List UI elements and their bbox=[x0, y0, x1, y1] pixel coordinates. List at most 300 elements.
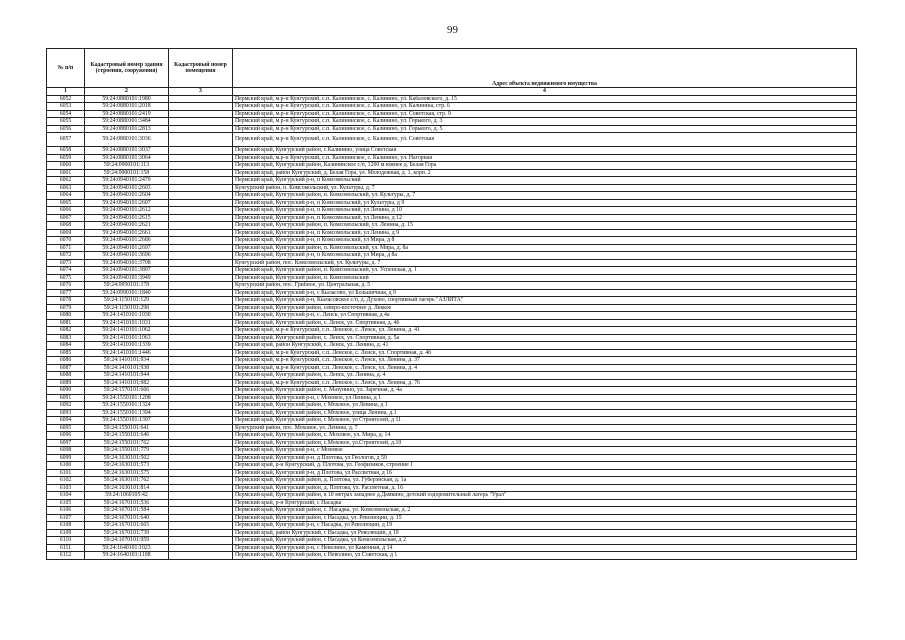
row-number: 6058 bbox=[47, 147, 85, 155]
address: Пермский край, Кунгурский р-н, п Комсомольский, ул Ленина, д 12 bbox=[233, 214, 857, 222]
premises-number bbox=[169, 327, 233, 335]
table-row bbox=[47, 199, 857, 207]
cadastral-number: 59:24:1550101:1208 bbox=[85, 394, 169, 402]
cadastral-number: 59:24:0950101:178 bbox=[85, 282, 169, 290]
table-row bbox=[47, 244, 857, 252]
row-number: 6056 bbox=[47, 125, 85, 133]
premises-number bbox=[169, 110, 233, 118]
cadastral-number: 59:24:0880101:3037 bbox=[85, 147, 169, 155]
table-row bbox=[47, 469, 857, 477]
cadastral-number: 59:24:1630101:573 bbox=[85, 462, 169, 470]
row-number: 6096 bbox=[47, 432, 85, 440]
premises-number bbox=[169, 259, 233, 267]
cadastral-number: 59:24:0940101:2603 bbox=[85, 184, 169, 192]
table-row bbox=[47, 387, 857, 395]
premises-number bbox=[169, 162, 233, 170]
premises-number bbox=[169, 469, 233, 477]
address: Пермский край, м.р-н Кунгурский, с.п. Калининское, с. Калинино, ул. Нагорная bbox=[233, 154, 857, 162]
row-number: 6094 bbox=[47, 417, 85, 425]
address: Пермский край, Кунгурский район, с. Ленск, ул. Спортивная, д. 5а bbox=[233, 334, 857, 342]
row-number: 6110 bbox=[47, 537, 85, 545]
premises-number bbox=[169, 379, 233, 387]
address: Пермский край, Кунгурский район, п. Комсомольский bbox=[233, 274, 857, 282]
row-number: 6090 bbox=[47, 387, 85, 395]
address: Пермский край, Кунгурский р-н, с Неволино, ул Каменная, д 14 bbox=[233, 544, 857, 552]
header-address: Адрес объекта недвижимого имущества bbox=[233, 49, 857, 88]
premises-number bbox=[169, 199, 233, 207]
premises-number bbox=[169, 229, 233, 237]
cadastral-number: 59:24:1630101:814 bbox=[85, 484, 169, 492]
row-number: 6093 bbox=[47, 409, 85, 417]
premises-number bbox=[169, 357, 233, 365]
cadastral-number: 59:24:0880101:2813 bbox=[85, 125, 169, 133]
row-number: 6061 bbox=[47, 169, 85, 177]
address: Пермский край, Кунгурский район, д. Плотова, ул. Рассветная, д. 16 bbox=[233, 484, 857, 492]
table-row bbox=[47, 147, 857, 155]
table-row bbox=[47, 214, 857, 222]
address: Пермский край, Кунгурский район, с Моховое, ул Строителей, д 11 bbox=[233, 417, 857, 425]
table-row bbox=[47, 499, 857, 507]
address: Пермский край, Кунгурский р-н, с. Ленск, ул Спортивная, д 4а bbox=[233, 312, 857, 320]
row-number: 6077 bbox=[47, 289, 85, 297]
table-row bbox=[47, 274, 857, 282]
premises-number bbox=[169, 402, 233, 410]
table-row bbox=[47, 222, 857, 230]
row-number: 6057 bbox=[47, 133, 85, 147]
cadastral-number: 59:24:1410101:1030 bbox=[85, 312, 169, 320]
address: Кунгурский район, пос. Моховое, ул. Ленина, д. 7 bbox=[233, 424, 857, 432]
cadastral-number: 59:24:1670101:640 bbox=[85, 514, 169, 522]
table-row bbox=[47, 477, 857, 485]
table-row bbox=[47, 95, 857, 103]
table-row bbox=[47, 162, 857, 170]
premises-number bbox=[169, 522, 233, 530]
address: Кунгурский район, пос. Грибное, ул. Центральная, д. 5 bbox=[233, 282, 857, 290]
row-number: 6107 bbox=[47, 514, 85, 522]
row-number: 6075 bbox=[47, 274, 85, 282]
row-number: 6078 bbox=[47, 297, 85, 305]
table-row bbox=[47, 154, 857, 162]
cadastral-number: 59:24:0990101:1840 bbox=[85, 289, 169, 297]
table-row bbox=[47, 110, 857, 118]
premises-number bbox=[169, 252, 233, 260]
row-number: 6068 bbox=[47, 222, 85, 230]
cadastral-number: 59:24:1670101:739 bbox=[85, 529, 169, 537]
premises-number bbox=[169, 514, 233, 522]
row-number: 6086 bbox=[47, 357, 85, 365]
table-row bbox=[47, 379, 857, 387]
cadastral-number: 59:24:0940101:2479 bbox=[85, 177, 169, 185]
row-number: 6080 bbox=[47, 312, 85, 320]
premises-number bbox=[169, 529, 233, 537]
cadastral-number: 59:24:1630101:575 bbox=[85, 469, 169, 477]
address: Пермский край, м.р-н Кунгурский, с.п. Калининское, с. Калинино, ул. Калинина, стр. 6 bbox=[233, 103, 857, 111]
row-number: 6082 bbox=[47, 327, 85, 335]
premises-number bbox=[169, 289, 233, 297]
address: Пермский край, м.р-н Кунгурский, с.п. Ленское, с. Ленск, ул. Ленина, д. 41 bbox=[233, 327, 857, 335]
premises-number bbox=[169, 304, 233, 312]
row-number: 6073 bbox=[47, 259, 85, 267]
premises-number bbox=[169, 342, 233, 350]
cadastral-number: 59:24:1060105:42 bbox=[85, 492, 169, 500]
table-row bbox=[47, 312, 857, 320]
address: Пермский край, Кунгурский район, с.Моховое, ул.Строителей, д.10 bbox=[233, 439, 857, 447]
premises-number bbox=[169, 349, 233, 357]
table-row bbox=[47, 133, 857, 147]
cadastral-number: 59:24:0880101:2419 bbox=[85, 110, 169, 118]
row-number: 6067 bbox=[47, 214, 85, 222]
address: Пермский край, Кунгурский р-н, с Кыласово, ул Большичная, д 9 bbox=[233, 289, 857, 297]
cadastral-number: 59:24:1670101:665 bbox=[85, 522, 169, 530]
row-number: 6109 bbox=[47, 529, 85, 537]
cadastral-number: 59:24:1410101:938 bbox=[85, 364, 169, 372]
cadastral-number: 59:24:1550101:641 bbox=[85, 424, 169, 432]
premises-number bbox=[169, 544, 233, 552]
table-body bbox=[47, 95, 857, 559]
address: Пермский край, м.р-н Кунгурский, с.п. Ленское, с. Ленск, ул. Ленина, д. 76 bbox=[233, 379, 857, 387]
cadastral-number: 59:24:1550101:1397 bbox=[85, 417, 169, 425]
row-number: 6104 bbox=[47, 492, 85, 500]
page-number: 99 bbox=[447, 24, 458, 36]
address: Пермский край, м.р-н Кунгурский, с.п. Ленское, с. Ленск, ул. Ленина, д. 4 bbox=[233, 364, 857, 372]
table-row bbox=[47, 297, 857, 305]
column-number: 4 bbox=[233, 88, 857, 96]
table-row bbox=[47, 259, 857, 267]
address: Пермский край, Кунгурский район, с Моховое, ул Ленина, д 1 bbox=[233, 402, 857, 410]
address: Пермский край, Кунгурский район, в 10 метрах западнее д.Дамкино, детский оздоровительный лагерь "Урал" bbox=[233, 492, 857, 500]
table-row bbox=[47, 522, 857, 530]
table-row bbox=[47, 289, 857, 297]
address: Пермский край, м.р-н Кунгурский, с.п. Ленское, с. Ленск, ул. Ленина, д. 37 bbox=[233, 357, 857, 365]
address: Пермский край, Кунгурский район, с. Мазунино, ул. Заречная, д. 4а bbox=[233, 387, 857, 395]
address: Пермский край, район Кунгурский, д. Белая Гора, ул. Молодежная, д. 1, корп. 2 bbox=[233, 169, 857, 177]
premises-number bbox=[169, 312, 233, 320]
row-number: 6097 bbox=[47, 439, 85, 447]
table-row bbox=[47, 439, 857, 447]
address: Пермский край, м.р-н Кунгурский, с.п. Калининское, с. Калинино, ул. Горького, д. 3 bbox=[233, 118, 857, 126]
premises-number bbox=[169, 103, 233, 111]
row-number: 6070 bbox=[47, 237, 85, 245]
row-number: 6055 bbox=[47, 118, 85, 126]
table-row bbox=[47, 125, 857, 133]
row-number: 6059 bbox=[47, 154, 85, 162]
address: Пермский край, Кунгурский р-н, с Насадка, ул Революции, д 19 bbox=[233, 522, 857, 530]
address: Пермский край, м.р-н Кунгурский, с.п. Калининское, с. Калинино, ул. Горького, д. 5 bbox=[233, 125, 857, 133]
premises-number bbox=[169, 432, 233, 440]
table-row bbox=[47, 267, 857, 275]
table-row bbox=[47, 237, 857, 245]
address: Пермский край, Кунгурский р-н, д Плотова, ул Рассветная, д 16 bbox=[233, 469, 857, 477]
address: Пермский край, Кунгурский р-н, п Комсомольский, ул Ленина, д 10 bbox=[233, 207, 857, 215]
row-number: 6062 bbox=[47, 177, 85, 185]
table-row bbox=[47, 282, 857, 290]
row-number: 6083 bbox=[47, 334, 85, 342]
row-number: 6098 bbox=[47, 447, 85, 455]
cadastral-number: 59:24:0940101:2621 bbox=[85, 222, 169, 230]
row-number: 6103 bbox=[47, 484, 85, 492]
row-number: 6074 bbox=[47, 267, 85, 275]
cadastral-number: 59:24:0940101:2697 bbox=[85, 244, 169, 252]
row-number: 6106 bbox=[47, 507, 85, 515]
premises-number bbox=[169, 147, 233, 155]
row-number: 6091 bbox=[47, 394, 85, 402]
cadastral-number: 59:24:1550101:779 bbox=[85, 447, 169, 455]
column-number-row bbox=[47, 88, 857, 96]
cadastral-number: 59:24:1550101:1324 bbox=[85, 402, 169, 410]
premises-number bbox=[169, 184, 233, 192]
cadastral-number: 59:24:0940101:2686 bbox=[85, 237, 169, 245]
address: Пермский край, Кунгурский район, с Насадка, ул. Революции, д. 15 bbox=[233, 514, 857, 522]
address: Пермский край, м.р-н Кунгурский, с.п. Калининское, с. Калинино, ул. Кабаловского, д. 15 bbox=[233, 95, 857, 103]
cadastral-number: 59:24:1640101:1023 bbox=[85, 544, 169, 552]
table-row bbox=[47, 207, 857, 215]
table-row bbox=[47, 342, 857, 350]
cadastral-number: 59:24:1410101:1062 bbox=[85, 327, 169, 335]
address: Пермский край, Кунгурский район, п. Комсомольский, ул. Культуры, д. 7 bbox=[233, 192, 857, 200]
cadastral-number: 59:24:1410101:1446 bbox=[85, 349, 169, 357]
premises-number bbox=[169, 169, 233, 177]
row-number: 6089 bbox=[47, 379, 85, 387]
address: Пермский край, Кунгурский район, п. Комсомольский, ул. Мира, д. 8а bbox=[233, 244, 857, 252]
address: Пермский край, м.р-н Кунгурский, с.п. Калининское, с. Калинино, ул. Советская bbox=[233, 133, 857, 147]
premises-number bbox=[169, 424, 233, 432]
table-row bbox=[47, 432, 857, 440]
premises-number bbox=[169, 462, 233, 470]
header-cadastral-building: Кадастровый номер здания (строения, сооружения) bbox=[85, 49, 169, 88]
address: Пермский край, Кунгурский р-н, п Комсомольский, ул Мира, д 8 bbox=[233, 237, 857, 245]
cadastral-number: 59:24:0880101:3036 bbox=[85, 133, 169, 147]
table-row bbox=[47, 492, 857, 500]
table-row bbox=[47, 229, 857, 237]
premises-number bbox=[169, 484, 233, 492]
table-row bbox=[47, 394, 857, 402]
cadastral-number: 59:24:1410101:934 bbox=[85, 357, 169, 365]
cadastral-number: 59:24:0940101:3949 bbox=[85, 274, 169, 282]
row-number: 6092 bbox=[47, 402, 85, 410]
address: Пермский край, р-н Кунгурский, с Насадка bbox=[233, 499, 857, 507]
premises-number bbox=[169, 439, 233, 447]
address: Пермский край, район Кунгурский, с Насадка, ул Революции, д 19 bbox=[233, 529, 857, 537]
cadastral-number: 59:24:1550101:1394 bbox=[85, 409, 169, 417]
cadastral-number: 59:24:0880101:1980 bbox=[85, 95, 169, 103]
cadastral-number: 59:24:1570101:666 bbox=[85, 387, 169, 395]
address: Пермский край, м.р-н Кунгурский, с.п. Калининское, с. Калинино, ул. Советская, стр. 9 bbox=[233, 110, 857, 118]
column-number: 2 bbox=[85, 88, 169, 96]
column-number: 1 bbox=[47, 88, 85, 96]
address: Пермский край, Кунгурский район, северо-восточнее д. Леккое bbox=[233, 304, 857, 312]
premises-number bbox=[169, 507, 233, 515]
address: Пермский край, Кунгурский район, с.Калинино, улица Советская bbox=[233, 147, 857, 155]
premises-number bbox=[169, 409, 233, 417]
table-row bbox=[47, 402, 857, 410]
address: Пермский край, Кунгурский район, с.Моховое, улица Ленина, д.1 bbox=[233, 409, 857, 417]
table-row bbox=[47, 537, 857, 545]
cadastral-number: 59:24:0900101:113 bbox=[85, 162, 169, 170]
table-row bbox=[47, 192, 857, 200]
table-row bbox=[47, 357, 857, 365]
cadastral-number: 59:24:1150101:298 bbox=[85, 304, 169, 312]
cadastral-number: 59:24:0940101:2604 bbox=[85, 192, 169, 200]
table-row bbox=[47, 447, 857, 455]
cadastral-number: 59:24:1410101:982 bbox=[85, 379, 169, 387]
premises-number bbox=[169, 447, 233, 455]
table-row bbox=[47, 103, 857, 111]
premises-number bbox=[169, 222, 233, 230]
cadastral-number: 59:24:0940101:2661 bbox=[85, 229, 169, 237]
address: Пермский край, Кунгурский район, п. Комсомольский, ул. Успенская, д. 1 bbox=[233, 267, 857, 275]
cadastral-number: 59:24:0880101:2018 bbox=[85, 103, 169, 111]
header-num: № п/п bbox=[47, 49, 85, 88]
address: Кунгурский район, пос. Комсомольский, ул. Культуры, д. 7 bbox=[233, 259, 857, 267]
row-number: 6076 bbox=[47, 282, 85, 290]
premises-number bbox=[169, 417, 233, 425]
row-number: 6084 bbox=[47, 342, 85, 350]
premises-number bbox=[169, 477, 233, 485]
row-number: 6065 bbox=[47, 199, 85, 207]
cadastral-number: 59:24:1410101:1063 bbox=[85, 334, 169, 342]
row-number: 6079 bbox=[47, 304, 85, 312]
cadastral-number: 59:24:0940101:3897 bbox=[85, 267, 169, 275]
premises-number bbox=[169, 133, 233, 147]
premises-number bbox=[169, 274, 233, 282]
premises-number bbox=[169, 125, 233, 133]
table-row bbox=[47, 319, 857, 327]
cadastral-number: 59:24:1410101:1031 bbox=[85, 319, 169, 327]
table-row bbox=[47, 349, 857, 357]
table-row bbox=[47, 177, 857, 185]
row-number: 6064 bbox=[47, 192, 85, 200]
table-row bbox=[47, 544, 857, 552]
premises-number bbox=[169, 552, 233, 560]
cadastral-number: 59:24:1670101:536 bbox=[85, 499, 169, 507]
address: Пермский край, Кунгурский район, д. Плотова, ул. Губерэнская, д. 1а bbox=[233, 477, 857, 485]
row-number: 6066 bbox=[47, 207, 85, 215]
row-number: 6054 bbox=[47, 110, 85, 118]
cadastral-number: 59:24:1410101:944 bbox=[85, 372, 169, 380]
table-row bbox=[47, 184, 857, 192]
cadastral-number: 59:24:1550101:762 bbox=[85, 439, 169, 447]
table-row bbox=[47, 529, 857, 537]
row-number: 6072 bbox=[47, 252, 85, 260]
address: Пермский край, р-н Кунгурский, д. Плотова, ул. Геофизиков, строение 1 bbox=[233, 462, 857, 470]
cadastral-number: 59:24:0900101:158 bbox=[85, 169, 169, 177]
table-row bbox=[47, 304, 857, 312]
address: Кунгурский район, п. Комсомольский, ул. Культуры, д. 7 bbox=[233, 184, 857, 192]
row-number: 6087 bbox=[47, 364, 85, 372]
row-number: 6071 bbox=[47, 244, 85, 252]
row-number: 6105 bbox=[47, 499, 85, 507]
row-number: 6108 bbox=[47, 522, 85, 530]
address: Пермский край, Кунгурский р-н, с Моховое bbox=[233, 447, 857, 455]
table-row bbox=[47, 409, 857, 417]
cadastral-number: 59:24:1550101:646 bbox=[85, 432, 169, 440]
cadastral-number: 59:24:1630101:762 bbox=[85, 477, 169, 485]
premises-number bbox=[169, 282, 233, 290]
address: Пермский край, Кунгурский р-н, Кыласовское с/п, д. Духово, спортивный лагерь "АЗЛИТА" bbox=[233, 297, 857, 305]
cadastral-number: 59:24:1640101:1108 bbox=[85, 552, 169, 560]
row-number: 6111 bbox=[47, 544, 85, 552]
address: Пермский край, Кунгурский р-н, д Плотова, ул Геологов, д 59 bbox=[233, 454, 857, 462]
row-number: 6063 bbox=[47, 184, 85, 192]
table-row bbox=[47, 417, 857, 425]
premises-number bbox=[169, 244, 233, 252]
address: Пермский край, Кунгурский р-н, п Комсомольский, ул Мира, д 8а bbox=[233, 252, 857, 260]
table-row bbox=[47, 514, 857, 522]
address: Пермский край, м.р-н Кунгурский, с.п. Ленское, с. Ленск, ул. Спортивная, д. 4б bbox=[233, 349, 857, 357]
row-number: 6100 bbox=[47, 462, 85, 470]
address: Пермский край, Кунгурский район, с. Ленск, ул. Ленина, д. 4 bbox=[233, 372, 857, 380]
table-header-row bbox=[47, 49, 857, 88]
cadastral-number: 59:24:1670101:584 bbox=[85, 507, 169, 515]
premises-number bbox=[169, 95, 233, 103]
address: Пермский край, Кунгурский р-н, п Комсомольский, ул Культуры, д 9 bbox=[233, 199, 857, 207]
address: Пермский край, Кунгурский р-н, с Моховое, ул Ленина, д 1 bbox=[233, 394, 857, 402]
property-registry-table bbox=[46, 48, 857, 560]
premises-number bbox=[169, 319, 233, 327]
header-cadastral-premises: Кадастровый номер помещения bbox=[169, 49, 233, 88]
premises-number bbox=[169, 118, 233, 126]
cadastral-number: 59:24:0940101:2612 bbox=[85, 207, 169, 215]
address: Пермский край, район Кунгурский, с. Ленск, ул. Ленина, д. 41 bbox=[233, 342, 857, 350]
address: Пермский край, Кунгурский район, с Насадка, ул Комсомольская, д 2 bbox=[233, 537, 857, 545]
row-number: 6081 bbox=[47, 319, 85, 327]
premises-number bbox=[169, 207, 233, 215]
table-row bbox=[47, 169, 857, 177]
address: Пермский край, Кунгурский район, п. Комсомольский, ул. Ленина, д. 15 bbox=[233, 222, 857, 230]
premises-number bbox=[169, 387, 233, 395]
premises-number bbox=[169, 372, 233, 380]
cadastral-number: 59:24:0880101:3484 bbox=[85, 118, 169, 126]
premises-number bbox=[169, 177, 233, 185]
row-number: 6101 bbox=[47, 469, 85, 477]
row-number: 6052 bbox=[47, 95, 85, 103]
row-number: 6102 bbox=[47, 477, 85, 485]
premises-number bbox=[169, 267, 233, 275]
cadastral-number: 59:24:1150101:129 bbox=[85, 297, 169, 305]
cadastral-number: 59:24:0940101:2615 bbox=[85, 214, 169, 222]
table-row bbox=[47, 507, 857, 515]
premises-number bbox=[169, 537, 233, 545]
cadastral-number: 59:24:1670101:959 bbox=[85, 537, 169, 545]
table-row bbox=[47, 424, 857, 432]
row-number: 6088 bbox=[47, 372, 85, 380]
premises-number bbox=[169, 154, 233, 162]
cadastral-number: 59:24:0940101:3696 bbox=[85, 252, 169, 260]
table-row bbox=[47, 484, 857, 492]
address: Пермский край, Кунгурский р-н, п Комсомольский bbox=[233, 177, 857, 185]
row-number: 6069 bbox=[47, 229, 85, 237]
address: Пермский край, Кунгурский район, с. Моховое, ул. Мира, д. 14 bbox=[233, 432, 857, 440]
address: Пермский край, Кунгурский район, с. Ленск, ул. Спортивная, д. 4б bbox=[233, 319, 857, 327]
cadastral-number: 59:24:1630101:502 bbox=[85, 454, 169, 462]
cadastral-number: 59:24:1410101:1339 bbox=[85, 342, 169, 350]
address: Пермский край, Кунгурский р-н, п Комсомольский, ул Ленина, д 9 bbox=[233, 229, 857, 237]
address: Пермский край, Кунгурский район, с. Насадка, ул. Комсомольская, д. 2 bbox=[233, 507, 857, 515]
table-row bbox=[47, 462, 857, 470]
premises-number bbox=[169, 492, 233, 500]
premises-number bbox=[169, 192, 233, 200]
table-row bbox=[47, 552, 857, 560]
row-number: 6053 bbox=[47, 103, 85, 111]
row-number: 6060 bbox=[47, 162, 85, 170]
row-number: 6099 bbox=[47, 454, 85, 462]
cadastral-number: 59:24:0940101:3708 bbox=[85, 259, 169, 267]
table-row bbox=[47, 334, 857, 342]
premises-number bbox=[169, 499, 233, 507]
table-row bbox=[47, 372, 857, 380]
premises-number bbox=[169, 297, 233, 305]
premises-number bbox=[169, 364, 233, 372]
